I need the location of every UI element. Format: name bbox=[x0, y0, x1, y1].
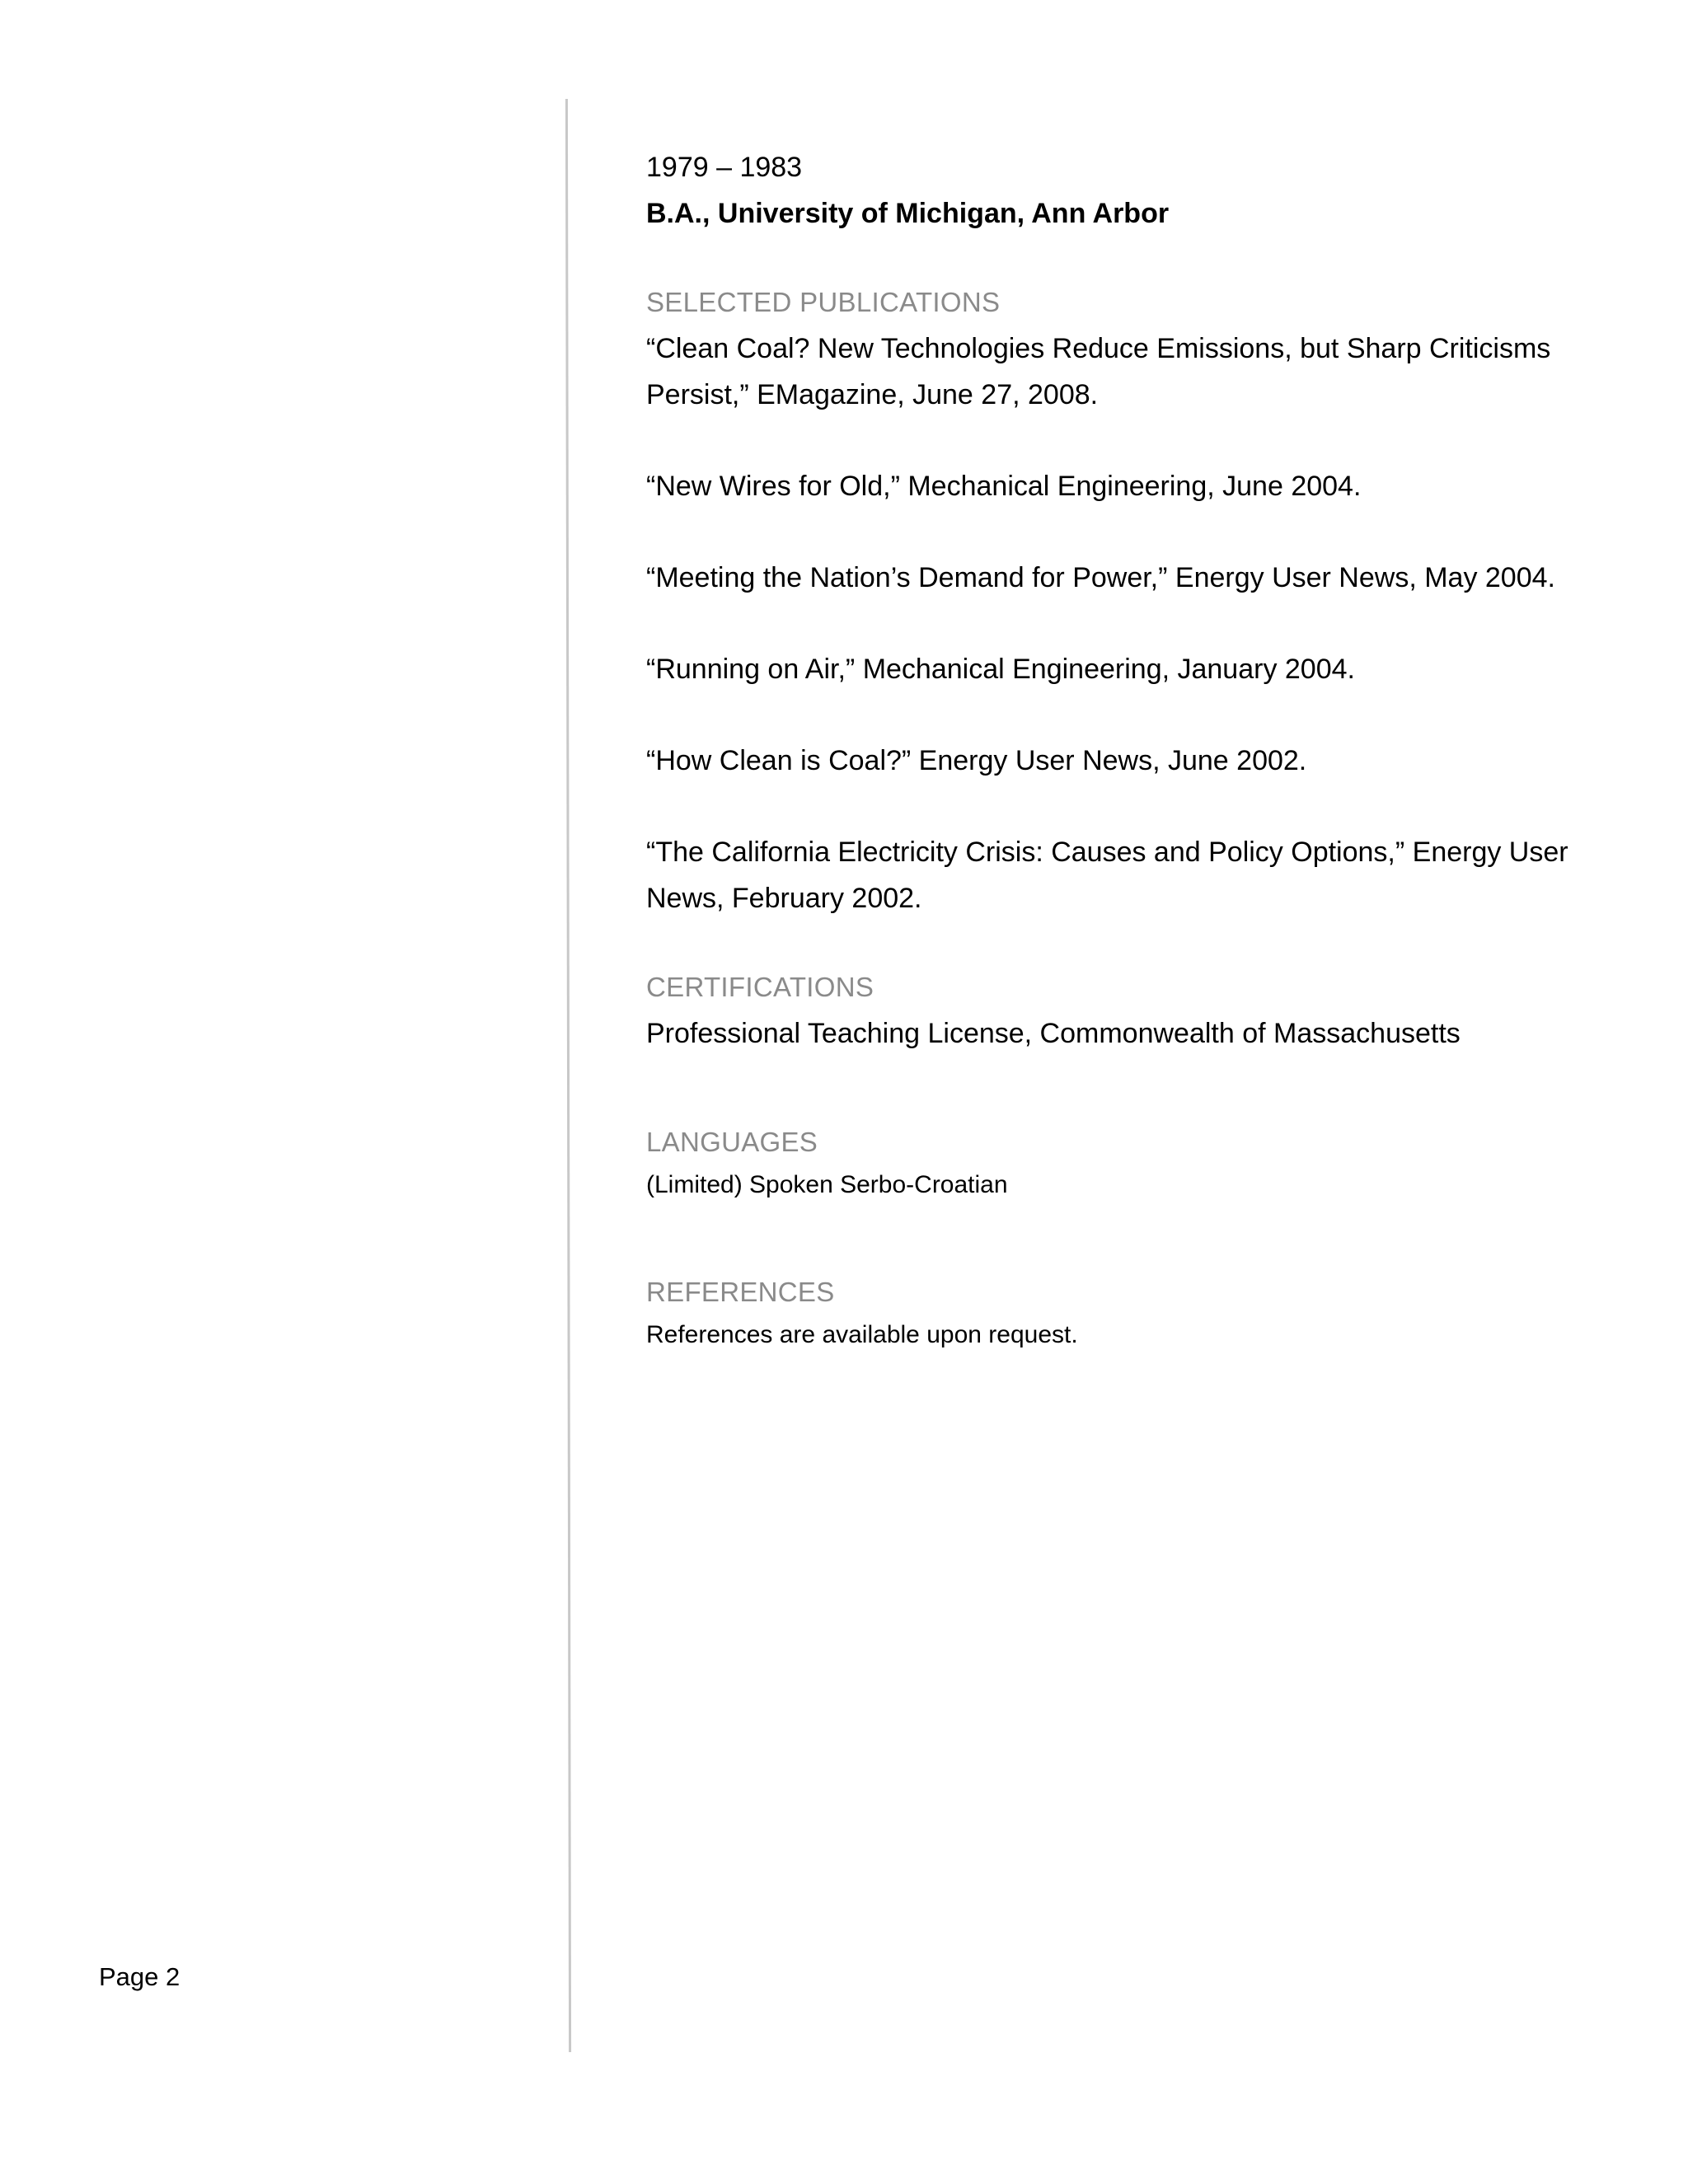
language-item: (Limited) Spoken Serbo-Croatian bbox=[646, 1171, 1008, 1198]
publication-item: “Clean Coal? New Technologies Reduce Emissions, but Sharp Criticisms Persist,” EMagazine, June 27, 2008. bbox=[646, 333, 1551, 410]
certifications-section bbox=[646, 964, 1594, 1057]
publication-item: “How Clean is Coal?” Energy User News, June 2002. bbox=[646, 745, 1307, 776]
languages-section bbox=[646, 1119, 1594, 1205]
languages-heading: LANGUAGES bbox=[646, 1127, 818, 1157]
certifications-heading: CERTIFICATIONS bbox=[646, 972, 874, 1002]
references-section bbox=[646, 1269, 1594, 1355]
page-number: Page 2 bbox=[99, 1962, 181, 1991]
education-section bbox=[646, 144, 1594, 237]
publication-item: “Meeting the Nation’s Demand for Power,” Energy User News, May 2004. bbox=[646, 562, 1555, 593]
publication-item: “Running on Air,” Mechanical Engineering, January 2004. bbox=[646, 654, 1355, 685]
publications-section bbox=[646, 279, 1594, 921]
publication-item: “The California Electricity Crisis: Causes and Policy Options,” Energy User News, February 2002. bbox=[646, 837, 1568, 914]
certification-item: Professional Teaching License, Commonwealth of Massachusetts bbox=[646, 1018, 1461, 1049]
vertical-divider bbox=[565, 99, 571, 2052]
education-degree: B.A., University of Michigan, Ann Arbor bbox=[646, 198, 1170, 229]
references-heading: REFERENCES bbox=[646, 1277, 835, 1307]
publications-heading: SELECTED PUBLICATIONS bbox=[646, 287, 1001, 317]
main-column bbox=[646, 144, 1594, 1355]
education-years: 1979 – 1983 bbox=[646, 152, 803, 183]
references-text: References are available upon request. bbox=[646, 1321, 1078, 1348]
publication-item: “New Wires for Old,” Mechanical Engineering, June 2004. bbox=[646, 471, 1362, 502]
